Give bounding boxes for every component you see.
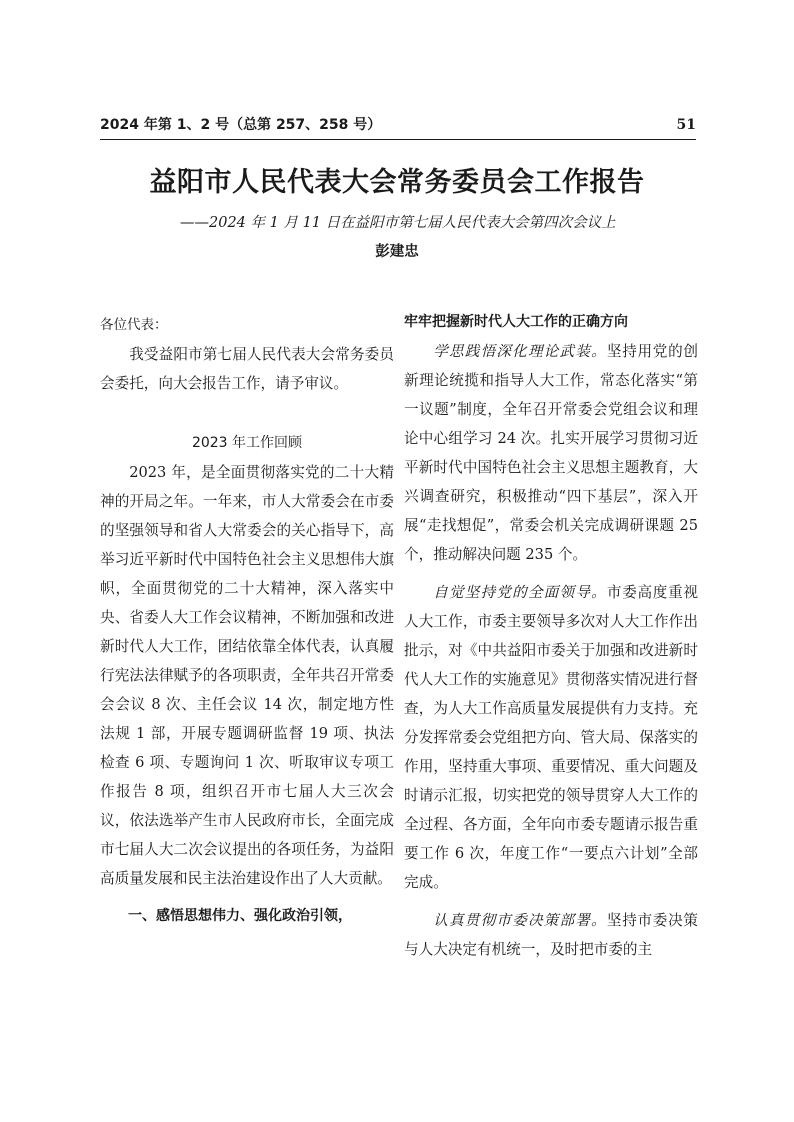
part-one-heading: 一、感悟思想伟力、强化政治引领， (128, 908, 352, 924)
left-column (100, 311, 394, 931)
report-subtitle: ——2024 年 1 月 11 日在益阳市第七届人民代表大会第四次会议上 (180, 215, 616, 231)
header-rule (100, 139, 696, 140)
paragraph-decisions (404, 906, 698, 964)
paragraph-lead: 学思践悟深化理论武装。 (433, 343, 607, 360)
report-title: 益阳市人民代表大会常务委员会工作报告 (149, 167, 645, 198)
author-name: 彭建忠 (375, 244, 419, 260)
right-column (404, 308, 698, 964)
running-header (100, 115, 696, 137)
paragraph-body: 坚持市委决策与人大决定有机统一，及时把市委的主 (404, 912, 698, 958)
paragraph-party-leadership (404, 578, 698, 897)
paragraph-theory (404, 337, 698, 569)
paragraph-lead: 自觉坚持党的全面领导。 (433, 584, 607, 601)
intro-paragraph: 我受益阳市第七届人民代表大会常务委员会委托，向大会报告工作，请予审议。 (100, 346, 394, 392)
page-number: 51 (676, 117, 696, 133)
salutation: 各位代表： (100, 317, 168, 333)
issue-label: 2024 年第 1、2 号（总第 257、258 号） (100, 117, 382, 133)
part-one-heading-continued: 牢牢把握新时代人大工作的正确方向 (404, 314, 628, 330)
paragraph-body: 坚持用党的创新理论统揽和指导人大工作，常态化落实“第一议题”制度，全年召开常委会党组会议和理论中心组学习 24 次。扎实开展学习贯彻习近平新时代中国特色社会主义思想主题教育，大兴调查研究，积极推动“四下基层”，深入开展“走找想促”，常委会机关完成调研课题 25 个，推动解决问题 235 个。 (404, 343, 698, 563)
review-paragraph: 2023 年，是全面贯彻落实党的二十大精神的开局之年。一年来，市人大常委会在市委的坚强领导和省人大常委会的关心指导下，高举习近平新时代中国特色社会主义思想伟大旗帜，全面贯彻党的二十大精神，深入落实中央、省委人大工作会议精神，不断加强和改进新时代人大工作，团结依靠全体代表，认真履行宪法法律赋予的各项职责，全年共召开常委会会议 8 次、主任会议 14 次，制定地方性法规 1 部，开展专题调研监督 19 项、执法检查 6 项、专题询问 1 次、听取审议专项工作报告 8 项，组织召开市七届人大三次会议，依法选举产生市人民政府市长，全面完成市七届人大二次会议提出的各项任务，为益阳高质量发展和民主法治建设作出了人大贡献。 (100, 464, 394, 887)
section-heading: 2023 年工作回顾 (191, 435, 303, 451)
paragraph-body: 市委高度重视人大工作，市委主要领导多次对人大工作作出批示，对《中共益阳市委关于加强和改进新时代人大工作的实施意见》贯彻落实情况进行督查，为人大工作高质量发展提供有力支持。充分发挥常委会党组把方向、管大局、保落实的作用，坚持重大事项、重要情况、重大问题及时请示汇报，切实把党的领导贯穿人大工作的全过程、各方面，全年向市委专题请示报告重要工作 6 次，年度工作“一要点六计划”全部完成。 (404, 584, 698, 891)
paragraph-lead: 认真贯彻市委决策部署。 (433, 912, 607, 929)
